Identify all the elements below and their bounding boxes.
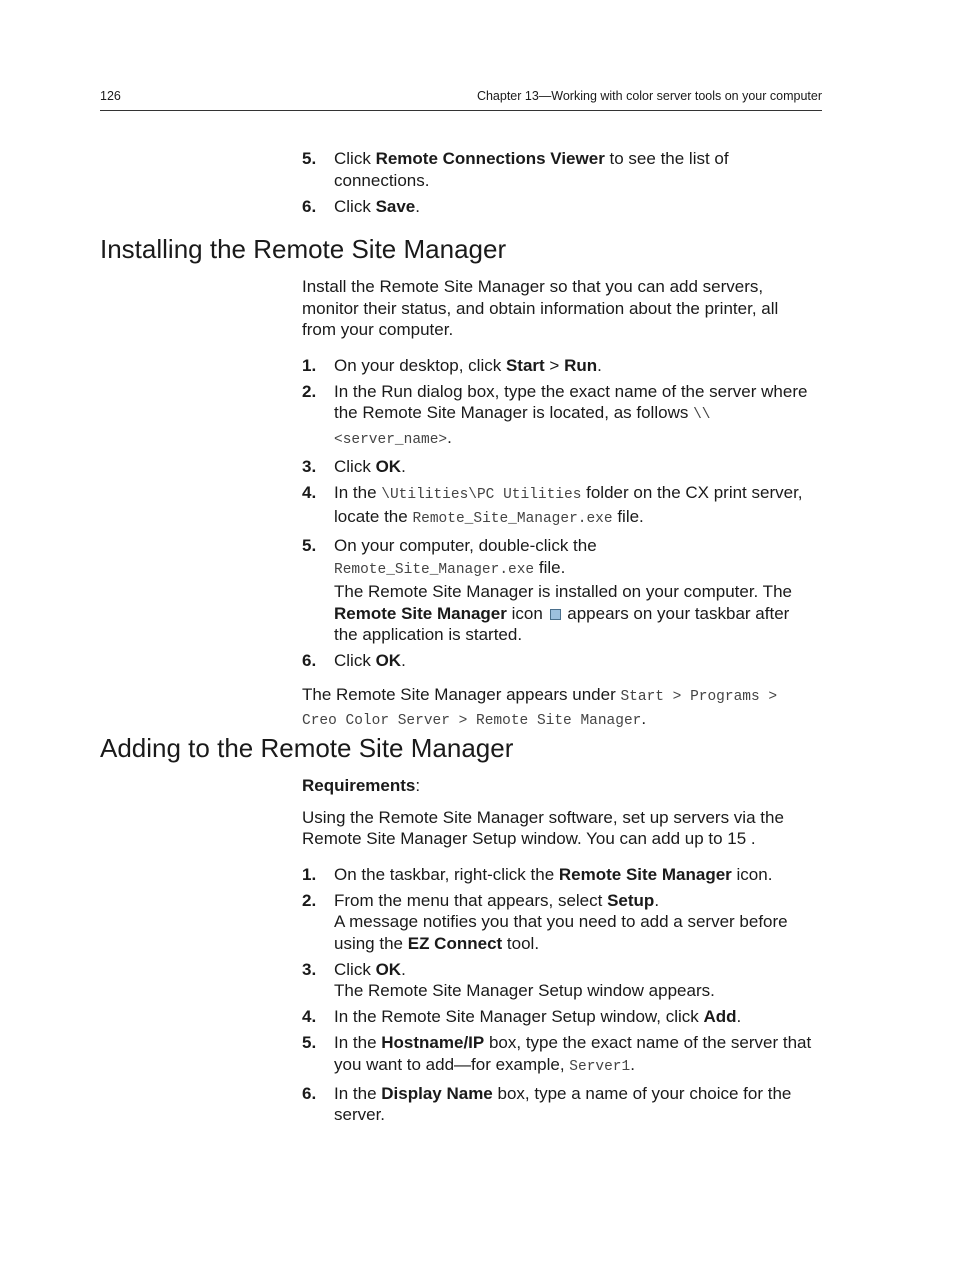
requirements-label: Requirements: xyxy=(302,776,421,795)
exe-filename-code: Remote_Site_Manager.exe xyxy=(334,561,535,578)
list-item: 2. From the menu that appears, select Setup. A message notifies you that you need to add a server before using the EZ Connect tool. xyxy=(302,890,788,953)
continued-steps xyxy=(302,148,814,222)
list-item: 1. On your desktop, click Start > Run. xyxy=(302,355,602,375)
list-item: 3. Click OK. The Remote Site Manager Setup window appears. xyxy=(302,959,715,1000)
continued-step-list xyxy=(302,148,814,217)
list-item: 6. Click OK. xyxy=(302,651,406,670)
list-item: 5. Click Remote Connections Viewer to see the list of connections. xyxy=(302,149,729,190)
server-path-code: \\<server_name> xyxy=(334,407,711,448)
section-heading-installing: Installing the Remote Site Manager xyxy=(100,234,507,264)
exe-filename-code: Remote_Site_Manager.exe xyxy=(412,511,613,527)
closing-paragraph: The Remote Site Manager appears under Start > Programs > Creo Color Server > Remote Site Manager. xyxy=(302,684,778,729)
remote-site-manager-icon xyxy=(550,609,561,620)
list-item: 5. In the Hostname/IP box, type the exact name of the server that you want to add—for example, Server1. xyxy=(302,1033,812,1075)
intro-paragraph: Install the Remote Site Manager so that you can add servers, monitor their status, and obtain information about the printer, all from your computer. xyxy=(302,277,779,339)
list-item: 6. In the Display Name box, type a name of your choice for the server. xyxy=(302,1083,792,1124)
menu-path-code: Start > Programs > Creo Color Server > Remote Site Manager xyxy=(302,688,778,729)
list-item: 3. Click OK. xyxy=(302,456,406,476)
section-heading-adding: Adding to the Remote Site Manager xyxy=(100,733,514,763)
example-server-code: Server1 xyxy=(569,1058,631,1075)
list-item: 6. Click Save. xyxy=(302,196,420,216)
chapter-title: Chapter 13—Working with color server tools on your computer xyxy=(476,89,822,103)
intro-paragraph: Using the Remote Site Manager software, set up servers via the Remote Site Manager Setup window. You can add up to 15 . xyxy=(302,807,784,848)
header-divider xyxy=(100,110,822,111)
page-number: 126 xyxy=(100,89,121,103)
list-item: 4. In the Remote Site Manager Setup window, click Add. xyxy=(302,1007,742,1026)
install-step-list xyxy=(302,355,814,672)
section-installing-body xyxy=(302,276,814,733)
folder-path-code: \Utilities\PC Utilities xyxy=(381,486,582,503)
list-item: 5. On your computer, double-click the Remote_Site_Manager.exe file. The Remote Site Manager is installed on your computer. The Remote Site Manager icon appears on your taskbar after the application is started. xyxy=(302,536,792,644)
list-item: 4. In the \Utilities\PC Utilities folder on the CX print server, locate the Remote_Site_Manager.exe file. xyxy=(302,482,803,527)
list-item: 1. On the taskbar, right-click the Remote Site Manager icon. xyxy=(302,864,773,884)
list-item: 2. In the Run dialog box, type the exact name of the server where the Remote Site Manager is located, as follows \\<server_name>. xyxy=(302,381,808,448)
section-adding-body xyxy=(302,775,814,1130)
add-step-list xyxy=(302,864,814,1126)
page-header xyxy=(100,89,822,103)
